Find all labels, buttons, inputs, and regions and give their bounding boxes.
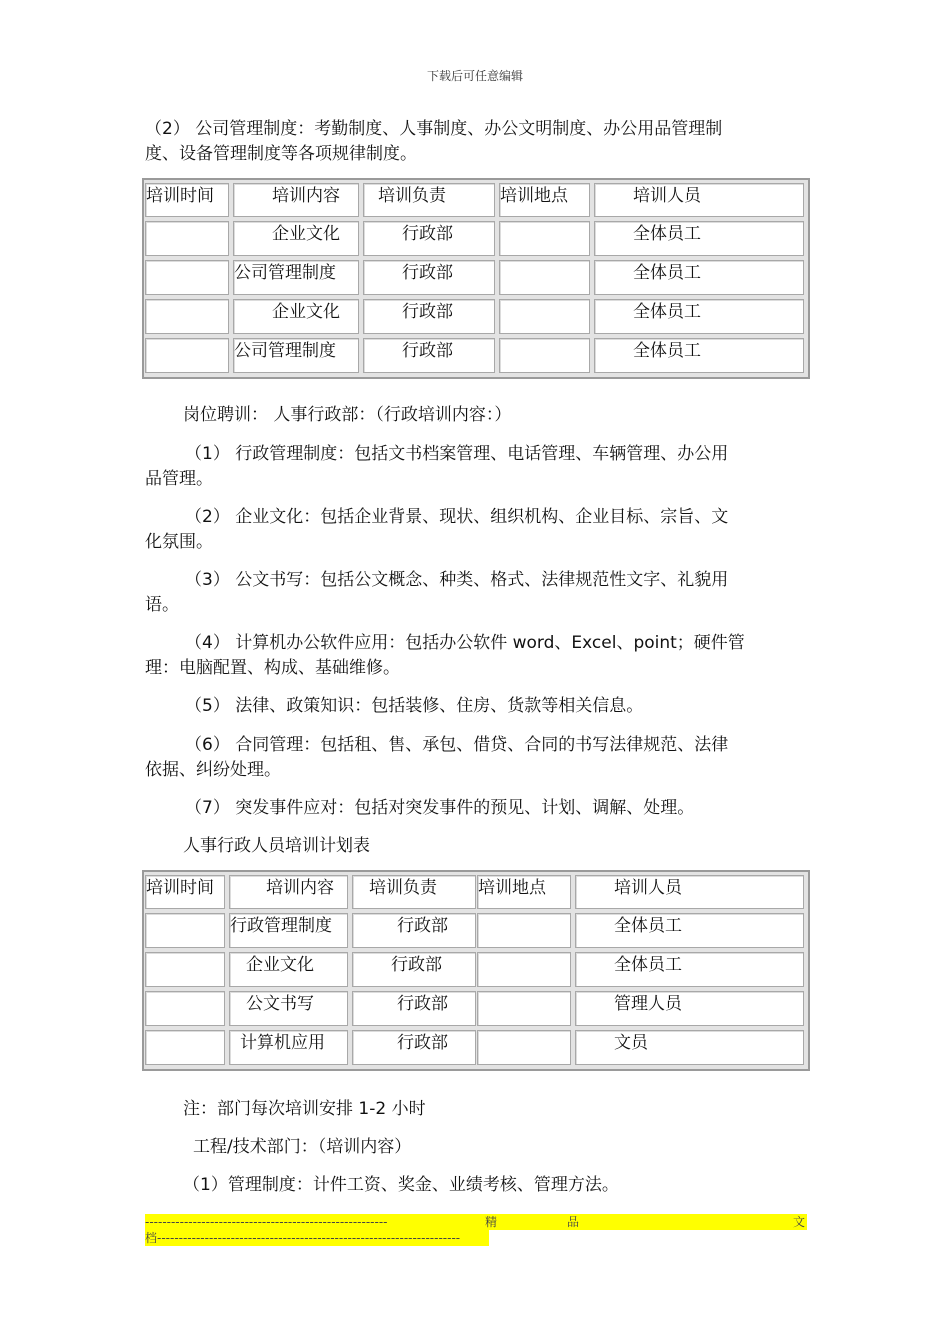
paragraph-line: （6） 合同管理：包括租、售、承包、借贷、合同的书写法律规范、法律	[185, 735, 729, 755]
table-title: 人事行政人员培训计划表	[183, 836, 370, 856]
paragraph-line: （2） 企业文化：包括企业背景、现状、组织机构、企业目标、宗旨、文	[185, 507, 729, 527]
table-cell: 行政部	[352, 991, 476, 1026]
table-cell	[145, 299, 229, 334]
table-cell	[145, 221, 229, 256]
paragraph-line: （2） 公司管理制度：考勤制度、人事制度、办公文明制度、办公用品管理制	[145, 119, 723, 139]
paragraph-emergency	[145, 796, 807, 821]
table-cell	[145, 913, 225, 948]
table-cell: 全体员工	[575, 952, 804, 987]
table-cell: 行政部	[363, 260, 495, 295]
table-cell: 行政部	[352, 1030, 476, 1065]
table-cell	[145, 338, 229, 373]
header-cell: 培训时间	[145, 183, 229, 217]
paragraph-line: （4） 计算机办公软件应用：包括办公软件 word、Excel、point；硬件管	[185, 633, 745, 653]
table-cell: 全体员工	[575, 913, 804, 948]
header-cell: 培训人员	[575, 875, 804, 909]
table-cell: 行政部	[363, 221, 495, 256]
header-cell: 培训地点	[499, 183, 590, 217]
header-cell: 培训内容	[233, 183, 359, 217]
table-cell: 行政部	[352, 952, 476, 987]
header-cell: 培训内容	[229, 875, 348, 909]
table-cell: 管理人员	[575, 991, 804, 1026]
table-cell: 全体员工	[594, 299, 804, 334]
table-cell	[477, 991, 571, 1026]
table-cell	[477, 1030, 571, 1065]
training-table-1	[142, 178, 810, 379]
table-cell: 公文书写	[229, 991, 348, 1026]
paragraph-line: （7） 突发事件应对：包括对突发事件的预见、计划、调解、处理。	[185, 798, 695, 818]
table-cell: 公司管理制度	[233, 260, 359, 295]
paragraph-management-rules: （1）管理制度：计件工资、奖金、业绩考核、管理方法。	[183, 1175, 619, 1195]
page-header: 下载后可任意编辑	[426, 69, 523, 83]
paragraph-corporate-culture	[145, 505, 807, 555]
footer-highlight-line	[145, 1214, 807, 1230]
table-cell	[499, 299, 590, 334]
paragraph-line: 依据、纠纷处理。	[145, 760, 281, 780]
table-cell: 行政部	[363, 338, 495, 373]
table-cell: 公司管理制度	[233, 338, 359, 373]
paragraph-line: 化氛围。	[145, 532, 213, 552]
table-cell	[145, 991, 225, 1026]
note-paragraph: 注：部门每次培训安排 1-2 小时	[183, 1099, 426, 1119]
table-cell: 全体员工	[594, 338, 804, 373]
footer-dashes: 档----------------------------------------------------------------------	[145, 1231, 461, 1245]
footer-dashes: --------------------------------------------------------	[145, 1215, 388, 1229]
footer-word: 品	[567, 1215, 580, 1229]
table-cell: 全体员工	[594, 260, 804, 295]
paragraph-line: 品管理。	[145, 469, 213, 489]
paragraph-line: 语。	[145, 595, 179, 615]
training-table-2	[142, 870, 810, 1071]
table-cell	[499, 221, 590, 256]
footer-word: 文	[793, 1215, 806, 1229]
table-cell	[477, 913, 571, 948]
paragraph-engineering-dept: 工程/技术部门：（培训内容）	[193, 1137, 412, 1157]
paragraph-company-rules	[145, 117, 807, 167]
footer-highlight-line	[145, 1230, 489, 1246]
table-cell: 文员	[575, 1030, 804, 1065]
header-cell: 培训负责	[363, 183, 495, 217]
table-cell	[499, 338, 590, 373]
table-cell: 行政部	[352, 913, 476, 948]
paragraph-official-writing	[145, 568, 807, 618]
table-cell	[477, 952, 571, 987]
header-cell: 培训时间	[145, 875, 225, 909]
paragraph-law-policy	[145, 694, 807, 719]
table-cell	[145, 952, 225, 987]
paragraph-line: （5） 法律、政策知识：包括装修、住房、货款等相关信息。	[185, 696, 644, 716]
page-footer-watermark	[145, 1214, 807, 1246]
table-cell: 计算机应用	[229, 1030, 348, 1065]
paragraph-line: （3） 公文书写：包括公文概念、种类、格式、法律规范性文字、礼貌用	[185, 570, 729, 590]
table-cell: 企业文化	[233, 221, 359, 256]
paragraph-office-software	[145, 631, 807, 681]
table-cell: 行政管理制度	[229, 913, 348, 948]
paragraph-line: 理：电脑配置、构成、基础维修。	[145, 658, 400, 678]
table-cell	[499, 260, 590, 295]
footer-word: 精	[485, 1215, 498, 1229]
paragraph-line: 度、设备管理制度等各项规律制度。	[145, 144, 417, 164]
table-cell	[145, 1030, 225, 1065]
paragraph-line: （1） 行政管理制度：包括文书档案管理、电话管理、车辆管理、办公用	[185, 444, 729, 464]
header-cell: 培训人员	[594, 183, 804, 217]
table-cell: 企业文化	[229, 952, 348, 987]
table-cell	[145, 260, 229, 295]
header-cell: 培训地点	[477, 875, 571, 909]
header-cell: 培训负责	[352, 875, 476, 909]
paragraph-admin-rules	[145, 442, 807, 492]
paragraph-contract	[145, 733, 807, 783]
table-cell: 全体员工	[594, 221, 804, 256]
table-cell: 企业文化	[233, 299, 359, 334]
table-cell: 行政部	[363, 299, 495, 334]
paragraph-job-training: 岗位聘训： 人事行政部：（行政培训内容：）	[183, 405, 512, 425]
